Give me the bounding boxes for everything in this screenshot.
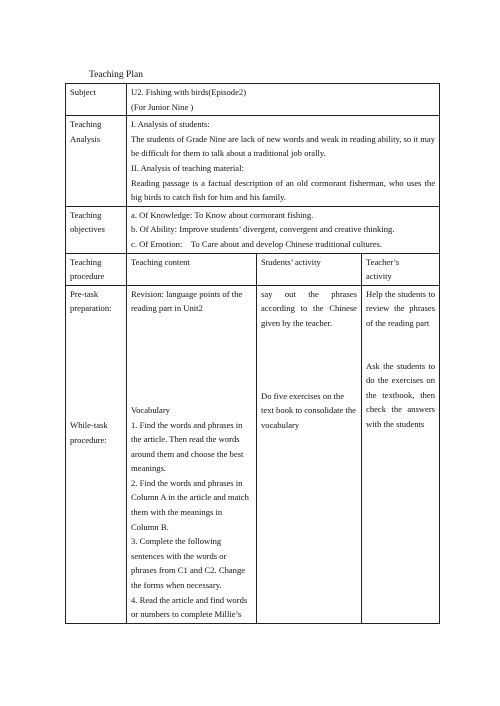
- analysis-label-line-2: Analysis: [70, 133, 101, 144]
- while-task-stage-line-1: While-task: [70, 419, 108, 430]
- procedure-label-line-1: Teaching: [70, 256, 102, 267]
- pre-task-content: Revision: language points of the reading part in Unit2: [131, 288, 243, 314]
- vocabulary-item-3: 3. Complete the following sentences with the words or phrases from C1 and C2. Change the forms when necessary.: [131, 536, 246, 591]
- students-activity-cell: [257, 285, 362, 623]
- objectives-label-cell: [66, 206, 127, 253]
- subject-row: [66, 84, 440, 116]
- procedure-body-row: [66, 285, 440, 623]
- objective-emotion: c. Of Emotion: To Care about and develop Chinese traditional cultures.: [131, 238, 383, 249]
- objectives-content-cell: [127, 206, 440, 253]
- content-cell: [127, 285, 257, 623]
- analysis-row: [66, 116, 440, 207]
- teacher-activity-cell: [362, 285, 440, 623]
- objective-ability: b. Of Ability: Improve students’ divergent, convergent and creative thinking.: [131, 224, 395, 235]
- objective-knowledge: a. Of Knowledge: To Know about cormorant fishing.: [131, 209, 314, 220]
- objectives-row: [66, 206, 440, 253]
- teacher-activity-header-line-1: Teacher’s: [366, 256, 400, 267]
- students-header-cell: [257, 253, 362, 285]
- students-analysis-heading: I. Analysis of students:: [131, 119, 210, 130]
- analysis-content-cell: [127, 116, 440, 207]
- subject-value-cell: [127, 84, 440, 116]
- subject-audience: (For Junior Nine ): [131, 101, 194, 112]
- teacher-header-cell: [362, 253, 440, 285]
- students-activity-header: Students’ activity: [261, 256, 321, 267]
- procedure-header-row: [66, 253, 440, 285]
- material-analysis-heading: II. Analysis of teaching material:: [131, 162, 244, 173]
- subject-label: Subject: [70, 87, 96, 97]
- vocabulary-item-1: 1. Find the words and phrases in the article. Then read the words around them and choose the best meanings.: [131, 419, 244, 474]
- students-analysis-text: The students of Grade Nine are lack of new words and weak in reading ability, so it may be difficult for them to talk about a traditional job orally.: [131, 133, 436, 159]
- vocabulary-item-2: 2. Find the words and phrases in Column A in the article and match them with the meanings in Column B.: [131, 477, 249, 532]
- objectives-label-line-2: objectives: [70, 224, 105, 235]
- content-header-cell: [127, 253, 257, 285]
- while-task-students-activity: Do five exercises on the text book to consolidate the vocabulary: [261, 390, 356, 430]
- objectives-label-line-1: Teaching: [70, 209, 102, 220]
- content-header: Teaching content: [131, 256, 190, 267]
- document-title: Teaching Plan: [89, 70, 143, 80]
- pre-task-stage-line-2: preparation:: [70, 303, 112, 314]
- procedure-label-line-2: procedure: [70, 271, 105, 282]
- stage-cell: [66, 285, 127, 623]
- while-task-stage-line-2: procedure:: [70, 434, 107, 445]
- subject-title: U2. Fishing with birds(Episode2): [131, 87, 247, 97]
- vocabulary-heading: Vocabulary: [131, 404, 170, 415]
- analysis-label-cell: [66, 116, 127, 207]
- while-task-teacher-activity: Ask the students to do the exercises on the textbook, then check the answers with the students: [366, 360, 436, 429]
- teacher-activity-header-line-2: activity: [366, 271, 392, 282]
- pre-task-stage-line-1: Pre-task: [70, 288, 99, 299]
- pre-task-students-activity: say out the phrases according to the Chinese given by the teacher.: [261, 288, 357, 328]
- teaching-plan-table: [65, 83, 440, 624]
- procedure-label-cell: [66, 253, 127, 285]
- pre-task-teacher-activity: Help the students to review the phrases of the reading part: [366, 288, 436, 328]
- subject-label-cell: [66, 84, 127, 116]
- material-analysis-text: Reading passage is a factual description of an old cormorant fisherman, who uses the big birds to catch fish for him and his family.: [131, 177, 436, 203]
- analysis-label-line-1: Teaching: [70, 119, 102, 130]
- vocabulary-item-4: 4. Read the article and find words or numbers to complete Millie’s: [131, 594, 248, 620]
